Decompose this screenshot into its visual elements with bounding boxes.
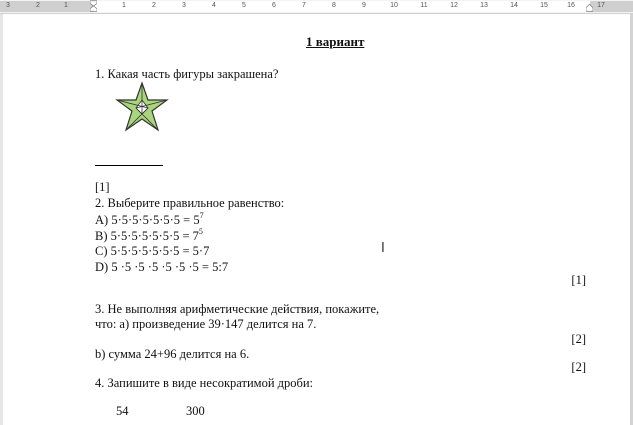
document-page[interactable] (3, 14, 630, 425)
page-title: 1 вариант (306, 34, 365, 49)
ruler-label: 8 (332, 2, 336, 9)
option-c: C) 5·5·5·5·5·5·5 = 5·7 (95, 244, 210, 258)
first-line-indent-marker[interactable] (90, 0, 97, 12)
option-d: D) 5 ·5 ·5 ·5 ·5 ·5 ·5 = 5:7 (95, 260, 229, 274)
fraction-numerator-2: 300 (186, 404, 205, 418)
ruler-label: 1 (122, 2, 126, 9)
ruler-label: 16 (567, 2, 575, 9)
star-figure (115, 81, 169, 133)
ruler-label: 3 (182, 2, 186, 9)
ruler-label: 2 (36, 2, 40, 9)
question-2: 2. Выберите правильное равенство: (95, 196, 285, 210)
option-a: A) $5\cdot 5\cdot 5\cdot 5\cdot 5\cdot 5\cdot 5 = 5^7$ (95, 211, 204, 228)
ruler-label: 15 (540, 2, 548, 9)
question-3b: b) сумма 24+96 делится на 6. (95, 347, 250, 361)
ruler-label: 3 (6, 2, 10, 9)
ruler-label: 10 (390, 2, 398, 9)
ruler-label: 1 (64, 2, 68, 9)
fraction-numerator-1: 54 (116, 404, 129, 418)
question-3-line-1: 3. Не выполняя арифметические действия, покажите, (95, 302, 380, 316)
ruler-label: 7 (302, 2, 306, 9)
question-1: 1. Какая часть фигуры закрашена? (95, 67, 279, 81)
ruler-label: 14 (510, 2, 518, 9)
option-b: B) $5\cdot 5\cdot 5\cdot 5\cdot 5\cdot 5\cdot 5 = 7^5$ (95, 227, 203, 244)
ruler-label: 4 (212, 2, 216, 9)
question-3-line-2: что: а) произведение 39·147 делится на 7. (95, 317, 317, 331)
answer-blank-line (95, 164, 163, 166)
question-4: 4. Запишите в виде несократимой дроби: (95, 376, 314, 390)
ruler-label: 17 (597, 2, 605, 9)
question-2-mark: [1] (571, 273, 586, 287)
ruler-label: 13 (480, 2, 488, 9)
question-1-mark: [1] (95, 180, 110, 194)
right-indent-marker[interactable] (586, 0, 593, 12)
ruler-label: 5 (242, 2, 246, 9)
ruler-label: 2 (152, 2, 156, 9)
ruler-label: 12 (450, 2, 458, 9)
ruler-label: 11 (420, 2, 428, 9)
question-3a-mark: [2] (571, 332, 586, 346)
horizontal-ruler[interactable] (0, 0, 633, 14)
ruler-label: 9 (362, 2, 366, 9)
i-beam-cursor-icon: I (381, 241, 385, 256)
ruler-label: 6 (272, 2, 276, 9)
ruler-left-margin (0, 1, 94, 12)
question-3b-mark: [2] (571, 360, 586, 374)
